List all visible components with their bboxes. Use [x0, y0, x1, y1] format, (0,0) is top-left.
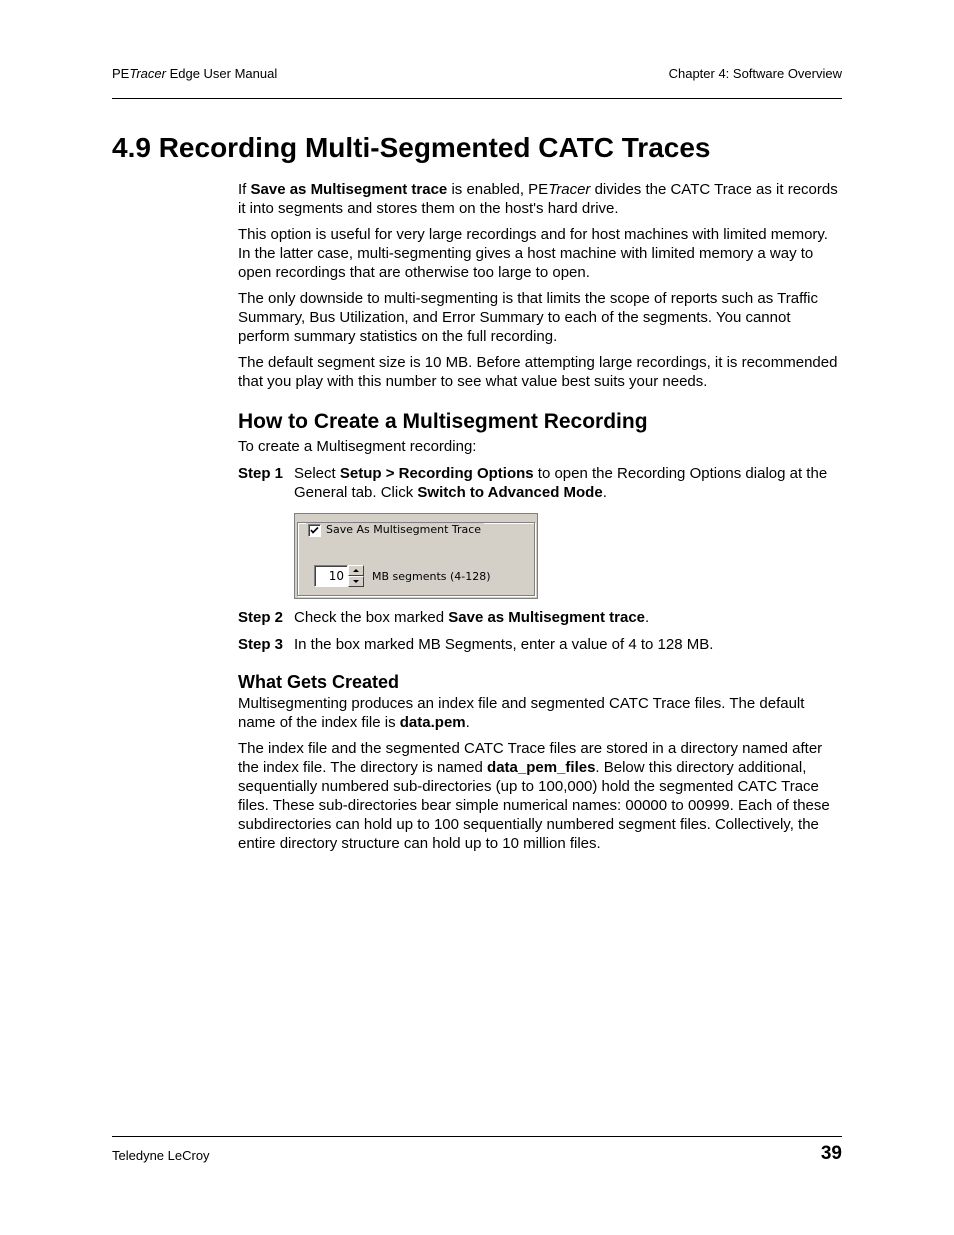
step-2-c: .: [645, 609, 650, 626]
intro-p1-e: divides the CATC Trace as it records it into segments and stores them on the host's hard drive.: [238, 181, 838, 217]
step-1-b: Setup > Recording Options: [339, 465, 534, 482]
step-1-label: Step 1: [238, 465, 284, 482]
multisegment-checkbox-row[interactable]: [306, 523, 484, 537]
page-title: 4.9 Recording Multi-Segmented CATC Traces: [112, 132, 711, 163]
segment-size-spinner[interactable]: [348, 565, 364, 587]
step-1: [238, 464, 842, 502]
intro-p1-b: Save as Multisegment trace: [250, 181, 448, 198]
header-rule: [112, 98, 842, 99]
header-chapter: Chapter 4: Software Overview: [668, 66, 842, 81]
step-1-d: Switch to Advanced Mode: [417, 484, 603, 501]
howto-heading: How to Create a Multisegment Recording: [238, 410, 648, 433]
step-1-c: to open the Recording Options dialog at the General tab. Click: [294, 465, 828, 501]
page-number: 39: [820, 1143, 842, 1164]
intro-p3-text: The only downside to multi-segmenting is that limits the scope of reports such as Traffic Summary, Bus Utilization, and Error Summary to each of the segments. You cannot perform summary statistics on the full recording.: [238, 290, 818, 345]
footer-rule: [112, 1136, 842, 1137]
save-multisegment-label: Save As Multisegment Trace: [326, 523, 482, 536]
header-manual-title: [112, 66, 277, 82]
footer-company: Teledyne LeCroy: [112, 1148, 210, 1163]
intro-p2-text: This option is useful for very large recordings and for host machines with limited memory. In the latter case, multi-segmenting gives a host machine with limited memory a way to open recordings that are otherwise too large to open.: [238, 226, 828, 281]
created-p2-a: The index file and the segmented CATC Trace files are stored in a directory named after the index file. The directory is named: [238, 740, 823, 776]
created-p1-a: Multisegmenting produces an index file and segmented CATC Trace files. The default name of the index file is: [238, 695, 805, 731]
intro-paragraph-4: [238, 353, 842, 391]
header-product-suffix: Edge User Manual: [165, 66, 278, 81]
intro-p1-a: If: [238, 181, 251, 198]
step-2: [238, 608, 842, 627]
step-2-a: Check the box marked: [294, 609, 449, 626]
arrow-down-icon: [353, 580, 359, 583]
step-3: [238, 635, 842, 654]
step-1-e: .: [602, 484, 607, 501]
step-2-b: Save as Multisegment trace: [448, 609, 646, 626]
step-2-label: Step 2: [238, 609, 284, 626]
step-3-label: Step 3: [238, 636, 284, 653]
created-p2-b: data_pem_files: [487, 759, 596, 776]
intro-paragraph-2: [238, 225, 842, 282]
created-p1-b: data.pem: [399, 714, 466, 731]
created-paragraph-1: [238, 694, 842, 732]
step-1-a: Select: [294, 465, 340, 482]
created-heading: What Gets Created: [238, 672, 400, 692]
spin-down-button[interactable]: [348, 576, 364, 587]
header-product-italic: Tracer: [129, 66, 166, 81]
intro-paragraph-3: [238, 289, 842, 346]
step-2-text: [294, 608, 842, 627]
save-multisegment-checkbox[interactable]: [308, 524, 321, 537]
step-1-text: [294, 464, 842, 502]
multisegment-groupbox: [297, 522, 535, 596]
segment-size-input[interactable]: 10: [314, 565, 348, 587]
created-p1-c: .: [465, 714, 470, 731]
checkmark-icon: [310, 526, 319, 535]
created-paragraph-2: [238, 739, 842, 853]
howto-lead: To create a Multisegment recording:: [238, 438, 477, 455]
header-product-prefix: PE: [112, 66, 130, 81]
intro-p1-c: is enabled, PE: [447, 181, 549, 198]
intro-p4-text: The default segment size is 10 MB. Before attempting large recordings, it is recommended that you play with this number to see what value best suits your needs.: [238, 354, 838, 390]
multisegment-dialog-snippet: [294, 513, 538, 599]
spin-up-button[interactable]: [348, 565, 364, 576]
segment-size-label: MB segments (4-128): [372, 570, 491, 583]
intro-p1-d: Tracer: [548, 181, 591, 198]
created-p2-c: . Below this directory additional, sequentially numbered sub-directories (up to 100,000) hold the segmented CATC Trace files. These sub-directories bear simple numerical names: 00000 to 00999. Each of these subdirectories can hold up to 100 sequentially numbered segment files. Collectively, the entire directory structure can hold up to 10 million files.: [238, 759, 830, 852]
step-3-text: In the box marked MB Segments, enter a value of 4 to 128 MB.: [294, 636, 714, 653]
arrow-up-icon: [353, 569, 359, 572]
intro-paragraph-1: [238, 180, 842, 218]
